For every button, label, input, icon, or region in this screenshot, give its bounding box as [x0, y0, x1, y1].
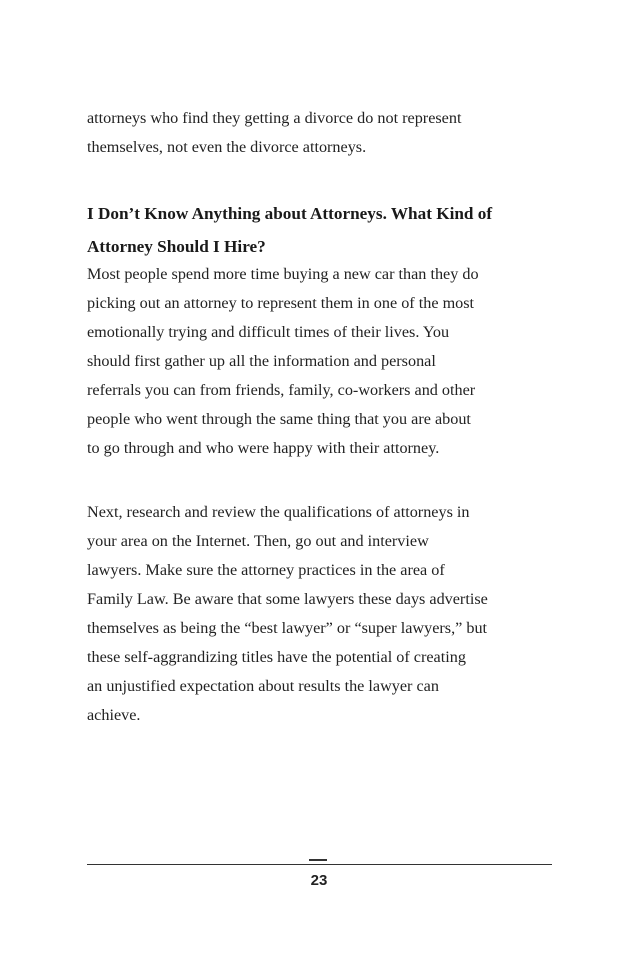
- text-line: lawyers. Make sure the attorney practices in the area of: [87, 561, 445, 579]
- text-line: these self-aggrandizing titles have the potential of creating: [87, 648, 466, 666]
- paragraph-continuation: [87, 104, 557, 162]
- text-line: achieve.: [87, 706, 141, 724]
- heading-line: Attorney Should I Hire?: [87, 237, 266, 256]
- text-line: themselves, not even the divorce attorneys.: [87, 138, 367, 156]
- text-line: Most people spend more time buying a new car than they do: [87, 265, 479, 283]
- paragraph-attorney-selection: [87, 260, 557, 463]
- text-line: Family Law. Be aware that some lawyers these days advertise: [87, 590, 488, 608]
- text-line: people who went through the same thing that you are about: [87, 410, 471, 428]
- text-line: should first gather up all the information and personal: [87, 352, 436, 370]
- footer-divider: [87, 864, 552, 865]
- paragraph-research-attorneys: [87, 498, 557, 730]
- section-heading: [87, 197, 557, 263]
- footer-tick-divider: [309, 859, 327, 861]
- text-line: referrals you can from friends, family, co-workers and other: [87, 381, 476, 399]
- text-line: Next, research and review the qualifications of attorneys in: [87, 503, 470, 521]
- text-line: picking out an attorney to represent them in one of the most: [87, 294, 475, 312]
- text-line: attorneys who find they getting a divorce do not represent: [87, 109, 462, 127]
- heading-line: I Don’t Know Anything about Attorneys. What Kind of: [87, 204, 493, 223]
- text-line: to go through and who were happy with their attorney.: [87, 439, 440, 457]
- text-line: your area on the Internet. Then, go out and interview: [87, 532, 429, 550]
- page-number: 23: [310, 872, 328, 889]
- text-line: an unjustified expectation about results the lawyer can: [87, 677, 439, 695]
- text-line: themselves as being the “best lawyer” or “super lawyers,” but: [87, 619, 488, 637]
- text-line: emotionally trying and difficult times of their lives. You: [87, 323, 450, 341]
